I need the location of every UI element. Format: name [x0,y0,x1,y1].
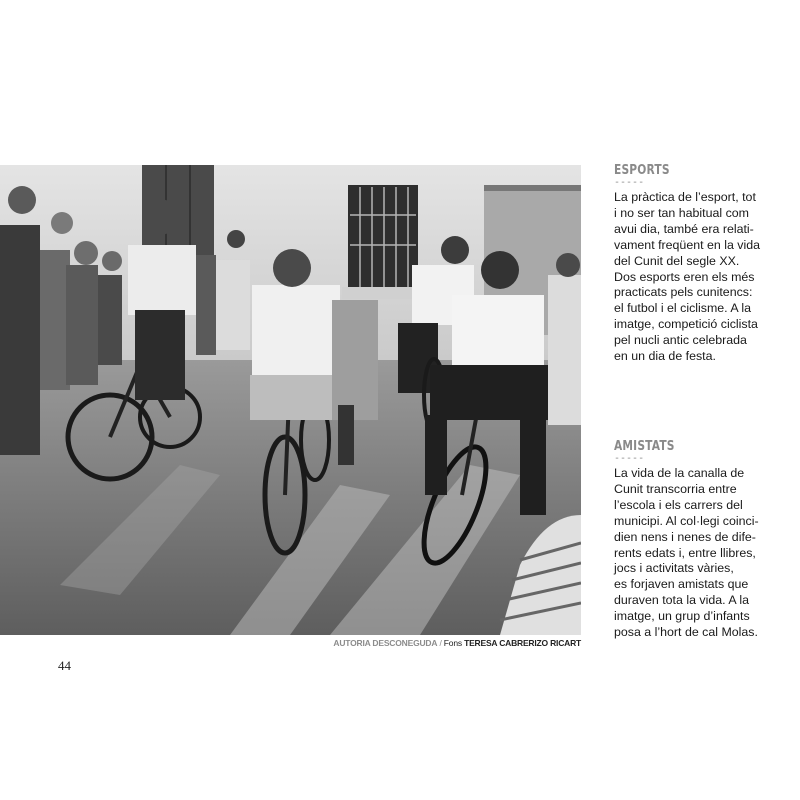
text-line: el futbol i el ciclisme. A la [614,301,752,316]
page-number: 44 [58,658,71,673]
text-line: en un dia de festa. [614,349,716,364]
section-esports [614,163,784,365]
text-line: Dos esports eren els més [614,269,755,284]
section-title: ESPORTS [614,163,670,178]
text-line: l’escola i els carrers del [614,497,743,512]
section-dashes: ----- [614,453,645,464]
cycling-photo [0,165,581,635]
section-title: AMISTATS [614,439,675,454]
text-line: pel nucli antic celebrada [614,333,747,348]
text-line: La pràctica de l’esport, tot [614,190,756,204]
photo-credit [0,638,581,648]
text-line: municipi. Al col·legi coinci- [614,513,759,528]
text-line: posa a l’hort de cal Molas. [614,625,758,640]
text-line: imatge, competició ciclista [614,317,758,332]
text-line: duraven tota la vida. A la [614,593,750,608]
text-line: La vida de la canalla de [614,466,745,480]
text-line: rents edats i, entre llibres, [614,545,756,560]
credit-author: AUTORIA DESCONEGUDA [333,638,438,648]
text-line: practicats pels cunitencs: [614,285,753,300]
section-body [614,190,784,365]
text-line: es forjaven amistats que [614,577,749,592]
section-dashes: ----- [614,177,645,188]
text-line: jocs i activitats vàries, [614,561,734,576]
section-amistats [614,439,784,641]
text-line: imatge, un grup d’infants [614,609,750,624]
text-line: dien nens i nenes de dife- [614,529,756,544]
text-line: del Cunit del segle XX. [614,253,740,268]
credit-fons-label: Fons [443,638,462,648]
cycling-photo-illustration [0,165,581,635]
text-line: i no ser tan habitual com [614,205,749,220]
credit-separator: / [437,638,444,648]
section-body [614,466,784,641]
text-line: vament freqüent en la vida [614,237,761,252]
text-line: Cunit transcorria entre [614,481,737,496]
credit-fons-name: TERESA CABRERIZO RICART [464,638,581,648]
text-line: avui dia, també era relati- [614,221,754,236]
